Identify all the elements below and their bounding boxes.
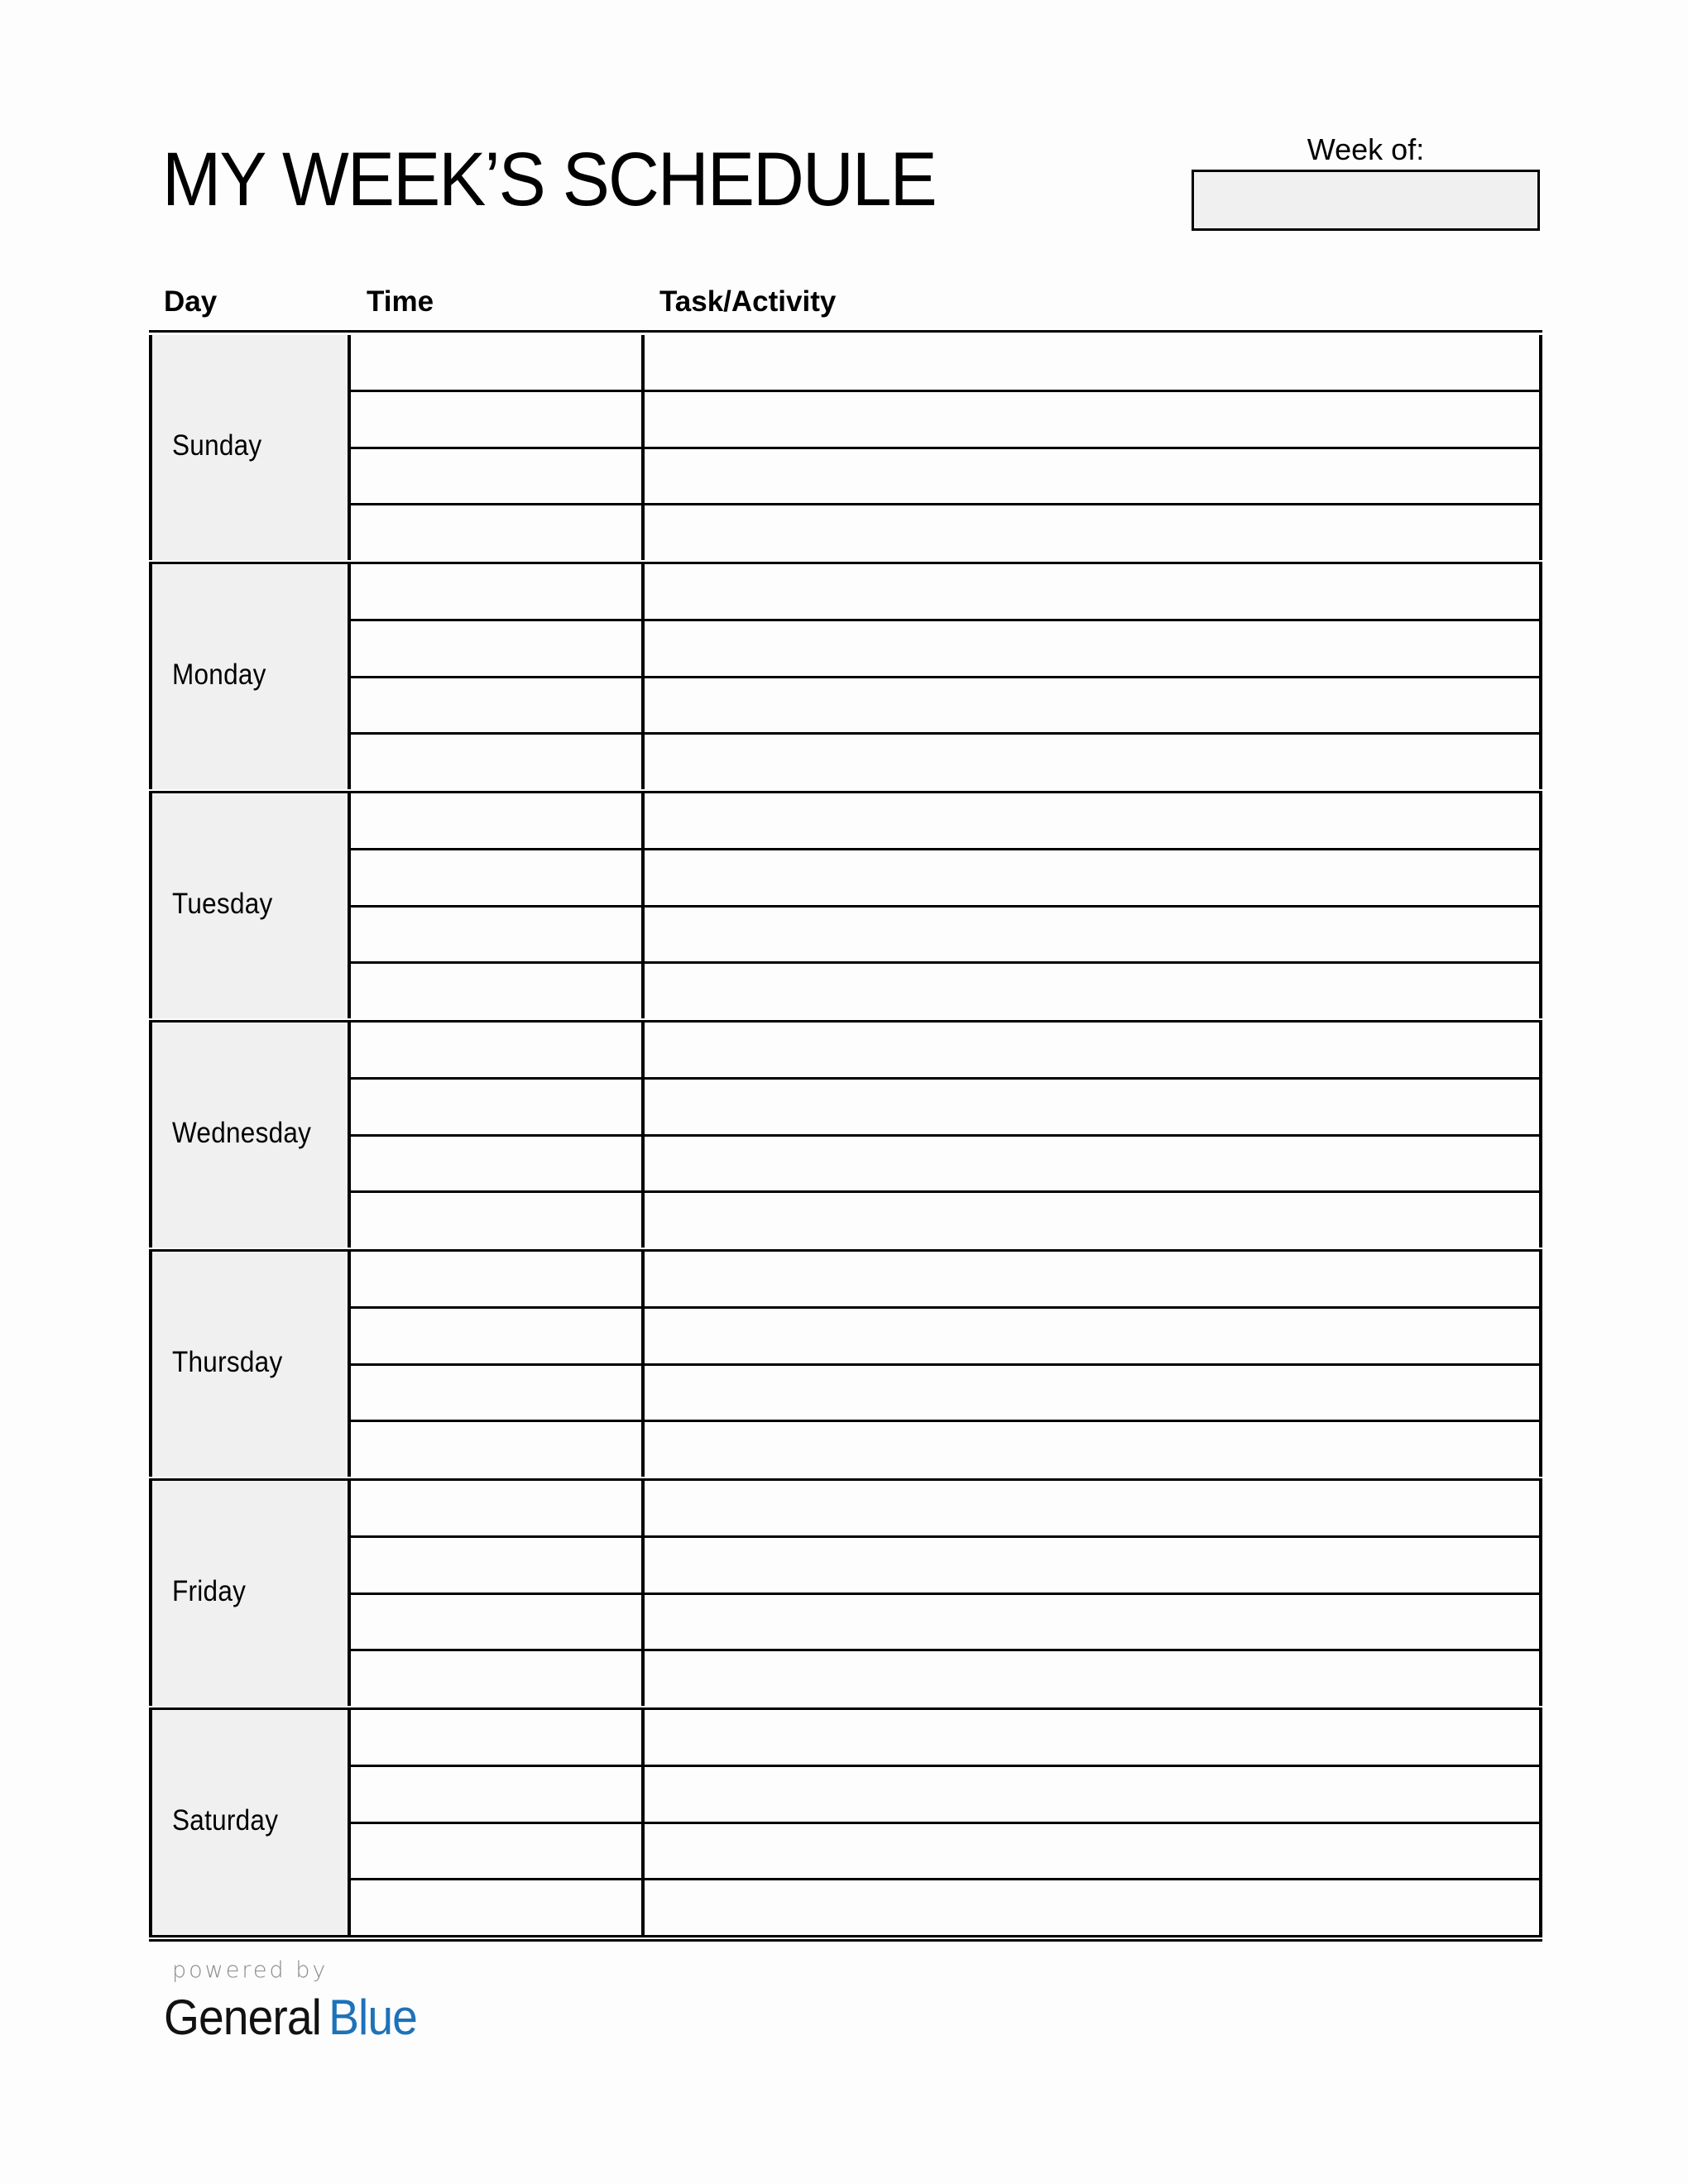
table-row xyxy=(351,449,1539,506)
time-cell[interactable] xyxy=(351,1252,645,1306)
column-header-task: Task/Activity xyxy=(659,285,837,318)
time-slots xyxy=(351,793,1539,1018)
table-row xyxy=(351,335,1539,392)
time-cell[interactable] xyxy=(351,1880,645,1935)
powered-by-label: powered by xyxy=(172,1957,328,1983)
day-group-sunday xyxy=(149,335,1542,560)
time-cell[interactable] xyxy=(351,564,645,619)
table-row xyxy=(351,1193,1539,1248)
time-slots xyxy=(351,1481,1539,1706)
task-cell[interactable] xyxy=(645,1538,1539,1592)
table-row xyxy=(351,735,1539,789)
time-cell[interactable] xyxy=(351,1651,645,1706)
task-cell[interactable] xyxy=(645,1880,1539,1935)
schedule-table xyxy=(149,330,1542,1942)
task-cell[interactable] xyxy=(645,1193,1539,1248)
day-label-cell xyxy=(152,793,351,1018)
table-row xyxy=(351,564,1539,621)
time-cell[interactable] xyxy=(351,908,645,962)
time-cell[interactable] xyxy=(351,678,645,733)
time-cell[interactable] xyxy=(351,1309,645,1363)
time-cell[interactable] xyxy=(351,1538,645,1592)
day-label-cell xyxy=(152,1023,351,1248)
task-cell[interactable] xyxy=(645,1422,1539,1477)
task-cell[interactable] xyxy=(645,1824,1539,1879)
task-cell[interactable] xyxy=(645,1137,1539,1191)
brand-logo xyxy=(164,1989,417,2047)
day-label-cell xyxy=(152,1481,351,1706)
task-cell[interactable] xyxy=(645,964,1539,1018)
time-cell[interactable] xyxy=(351,850,645,905)
table-row xyxy=(351,908,1539,965)
time-cell[interactable] xyxy=(351,1023,645,1077)
table-row xyxy=(351,1651,1539,1706)
table-row xyxy=(351,1595,1539,1652)
task-cell[interactable] xyxy=(645,908,1539,962)
day-group-wednesday xyxy=(149,1023,1542,1248)
day-label-cell xyxy=(152,335,351,560)
table-row xyxy=(351,1824,1539,1881)
table-row xyxy=(351,1538,1539,1595)
table-row xyxy=(351,1080,1539,1137)
brand-logo-general: General xyxy=(164,1990,321,2045)
task-cell[interactable] xyxy=(645,1651,1539,1706)
day-label-cell xyxy=(152,1252,351,1477)
day-group-thursday xyxy=(149,1252,1542,1477)
time-slots xyxy=(351,1710,1539,1935)
page-title: MY WEEK’S SCHEDULE xyxy=(162,137,936,222)
task-cell[interactable] xyxy=(645,621,1539,676)
table-row xyxy=(351,850,1539,908)
task-cell[interactable] xyxy=(645,1710,1539,1765)
time-slots xyxy=(351,1023,1539,1248)
time-cell[interactable] xyxy=(351,964,645,1018)
task-cell[interactable] xyxy=(645,793,1539,848)
time-cell[interactable] xyxy=(351,1137,645,1191)
day-group-friday xyxy=(149,1481,1542,1706)
day-label: Sunday xyxy=(172,429,262,462)
task-cell[interactable] xyxy=(645,1767,1539,1822)
task-cell[interactable] xyxy=(645,335,1539,390)
table-row xyxy=(351,1481,1539,1538)
table-row xyxy=(351,1767,1539,1824)
table-row xyxy=(351,621,1539,678)
day-label: Thursday xyxy=(172,1346,283,1378)
time-slots xyxy=(351,1252,1539,1477)
task-cell[interactable] xyxy=(645,735,1539,789)
task-cell[interactable] xyxy=(645,564,1539,619)
day-group-monday xyxy=(149,564,1542,789)
task-cell[interactable] xyxy=(645,1481,1539,1535)
brand-logo-blue: Blue xyxy=(328,1990,417,2045)
task-cell[interactable] xyxy=(645,449,1539,504)
time-cell[interactable] xyxy=(351,505,645,560)
table-row xyxy=(351,1309,1539,1366)
day-label: Wednesday xyxy=(172,1117,312,1149)
time-cell[interactable] xyxy=(351,335,645,390)
task-cell[interactable] xyxy=(645,1252,1539,1306)
day-label-cell xyxy=(152,1710,351,1935)
table-bottom-inner-rule xyxy=(149,1935,1542,1937)
table-row xyxy=(351,505,1539,560)
day-group-tuesday xyxy=(149,793,1542,1018)
day-label: Monday xyxy=(172,659,266,691)
time-cell[interactable] xyxy=(351,1193,645,1248)
table-row xyxy=(351,1422,1539,1477)
table-row xyxy=(351,1880,1539,1935)
time-cell[interactable] xyxy=(351,1422,645,1477)
table-row xyxy=(351,1710,1539,1767)
task-cell[interactable] xyxy=(645,1023,1539,1077)
time-cell[interactable] xyxy=(351,735,645,789)
time-cell[interactable] xyxy=(351,1710,645,1765)
time-cell[interactable] xyxy=(351,449,645,504)
table-top-rule xyxy=(149,330,1542,333)
task-cell[interactable] xyxy=(645,392,1539,447)
table-row xyxy=(351,964,1539,1018)
week-of-label: Week of: xyxy=(1307,132,1425,166)
table-row xyxy=(351,1366,1539,1423)
time-cell[interactable] xyxy=(351,392,645,447)
time-cell[interactable] xyxy=(351,1366,645,1420)
time-slots xyxy=(351,335,1539,560)
task-cell[interactable] xyxy=(645,1080,1539,1134)
time-cell[interactable] xyxy=(351,793,645,848)
day-label: Tuesday xyxy=(172,888,273,920)
task-cell[interactable] xyxy=(645,1309,1539,1363)
task-cell[interactable] xyxy=(645,678,1539,733)
table-row xyxy=(351,678,1539,735)
task-cell[interactable] xyxy=(645,1595,1539,1650)
table-bottom-rule xyxy=(149,1939,1542,1942)
time-cell[interactable] xyxy=(351,1481,645,1535)
time-slots xyxy=(351,564,1539,789)
column-header-time: Time xyxy=(367,285,434,318)
time-cell[interactable] xyxy=(351,1080,645,1134)
day-label-cell xyxy=(152,564,351,789)
time-cell[interactable] xyxy=(351,1824,645,1879)
time-cell[interactable] xyxy=(351,1767,645,1822)
task-cell[interactable] xyxy=(645,850,1539,905)
day-label: Saturday xyxy=(172,1804,279,1837)
week-of-field[interactable] xyxy=(1192,170,1540,231)
table-row xyxy=(351,392,1539,449)
task-cell[interactable] xyxy=(645,1366,1539,1420)
table-row xyxy=(351,1137,1539,1194)
time-cell[interactable] xyxy=(351,1595,645,1650)
table-row xyxy=(351,1252,1539,1309)
table-row xyxy=(351,793,1539,850)
column-header-day: Day xyxy=(164,285,218,318)
day-group-saturday xyxy=(149,1710,1542,1935)
time-cell[interactable] xyxy=(351,621,645,676)
table-row xyxy=(351,1023,1539,1080)
task-cell[interactable] xyxy=(645,505,1539,560)
day-label: Friday xyxy=(172,1575,247,1607)
